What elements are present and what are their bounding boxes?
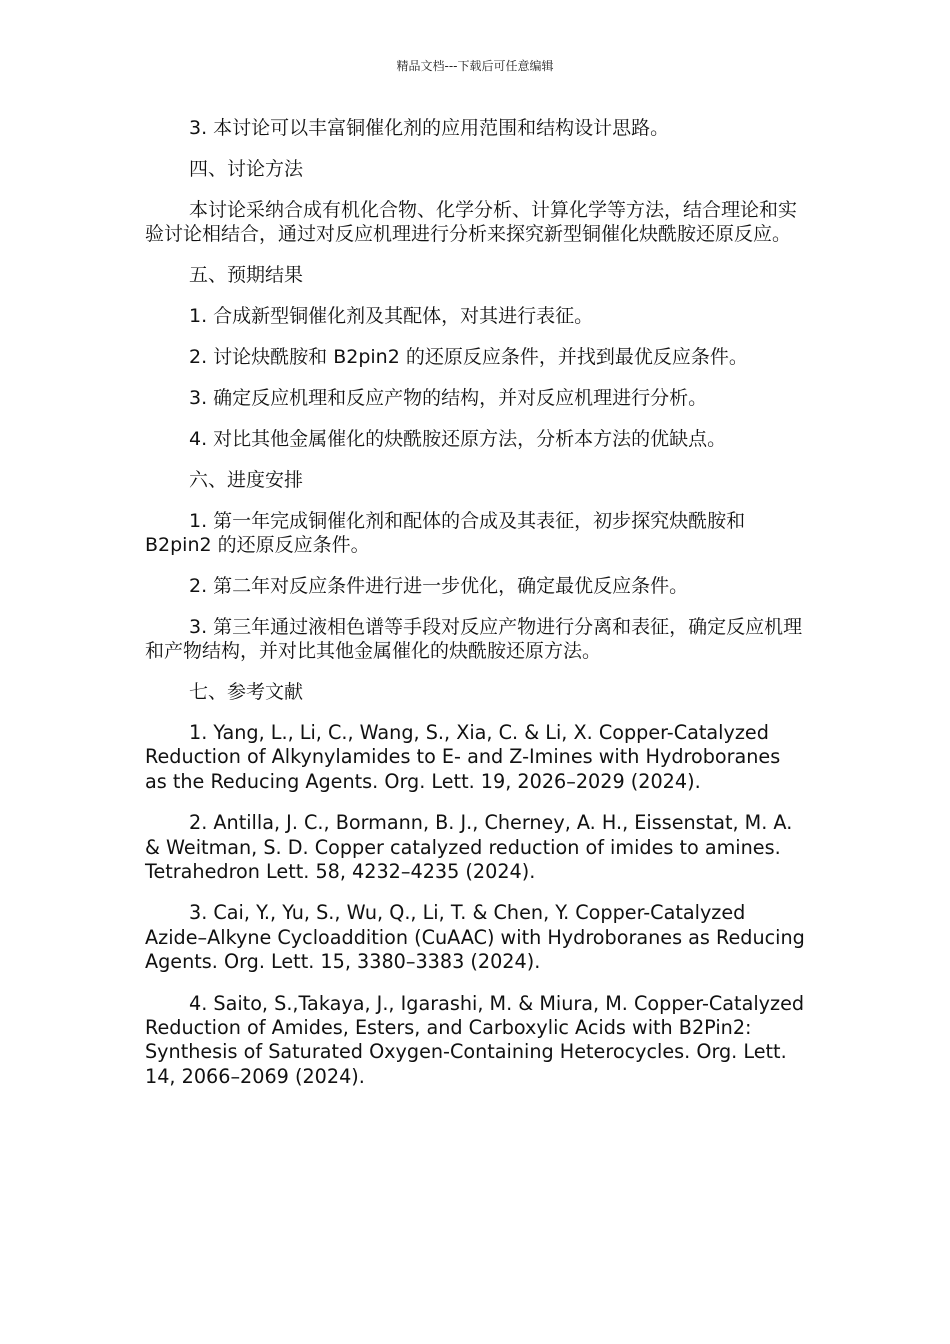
section-heading-references: 七、参考文献	[189, 681, 304, 703]
expected-result-2: 2. 讨论炔酰胺和 B2pin2 的还原反应条件，并找到最优反应条件。	[189, 346, 748, 368]
document-body	[145, 116, 805, 1106]
reference-item-2: 2. Antilla, J. C., Bormann, B. J., Cherney, A. H., Eissenstat, M. A. & Weitman, S. D. Copper catalyzed reduction of imides to amines. Tetrahedron Lett. 58, 4232–4235 (2024).	[145, 811, 793, 884]
expected-result-4: 4. 对比其他金属催化的炔酰胺还原方法，分析本方法的优缺点。	[189, 428, 727, 450]
schedule-item-3: 3. 第三年通过液相色谱等手段对反应产物进行分离和表征，确定反应机理和产物结构，并对比其他金属催化的炔酰胺还原方法。	[145, 616, 803, 662]
reference-item-1: 1. Yang, L., Li, C., Wang, S., Xia, C. & Li, X. Copper-Catalyzed Reduction of Alkynylamides to E- and Z-Imines with Hydroboranes as the Reducing Agents. Org. Lett. 19, 2026–2029 (2024).	[145, 721, 781, 793]
schedule-item-2: 2. 第二年对反应条件进行进一步优化，确定最优反应条件。	[189, 575, 689, 597]
paragraph-significance-3: 3. 本讨论可以丰富铜催化剂的应用范围和结构设计思路。	[189, 117, 670, 139]
schedule-item-1: 1. 第一年完成铜催化剂和配体的合成及其表征，初步探究炔酰胺和 B2pin2 的还原反应条件。	[145, 510, 746, 556]
reference-item-3: 3. Cai, Y., Yu, S., Wu, Q., Li, T. & Chen, Y. Copper-Catalyzed Azide–Alkyne Cycloaddition (CuAAC) with Hydroboranes as Reducing Agents. Org. Lett. 15, 3380–3383 (2024).	[145, 901, 805, 974]
expected-result-3: 3. 确定反应机理和反应产物的结构，并对反应机理进行分析。	[189, 387, 708, 409]
section-heading-schedule: 六、进度安排	[189, 469, 304, 491]
paragraph-methods: 本讨论采纳合成有机化合物、化学分析、计算化学等方法，结合理论和实验讨论相结合，通过对反应机理进行分析来探究新型铜催化炔酰胺还原反应。	[145, 199, 798, 245]
page-header: 精品文档---下载后可任意编辑	[396, 59, 554, 73]
expected-result-1: 1. 合成新型铜催化剂及其配体，对其进行表征。	[189, 305, 594, 327]
reference-item-4: 4. Saito, S.,Takaya, J., Igarashi, M. & Miura, M. Copper-Catalyzed Reduction of Amides, Esters, and Carboxylic Acids with B2Pin2: Synthesis of Saturated Oxygen-Containing Heterocycles. Org. Lett. 14, 2066–2069 (2024).	[145, 991, 805, 1088]
section-heading-expected-results: 五、预期结果	[189, 264, 304, 286]
section-heading-methods: 四、讨论方法	[189, 158, 304, 180]
